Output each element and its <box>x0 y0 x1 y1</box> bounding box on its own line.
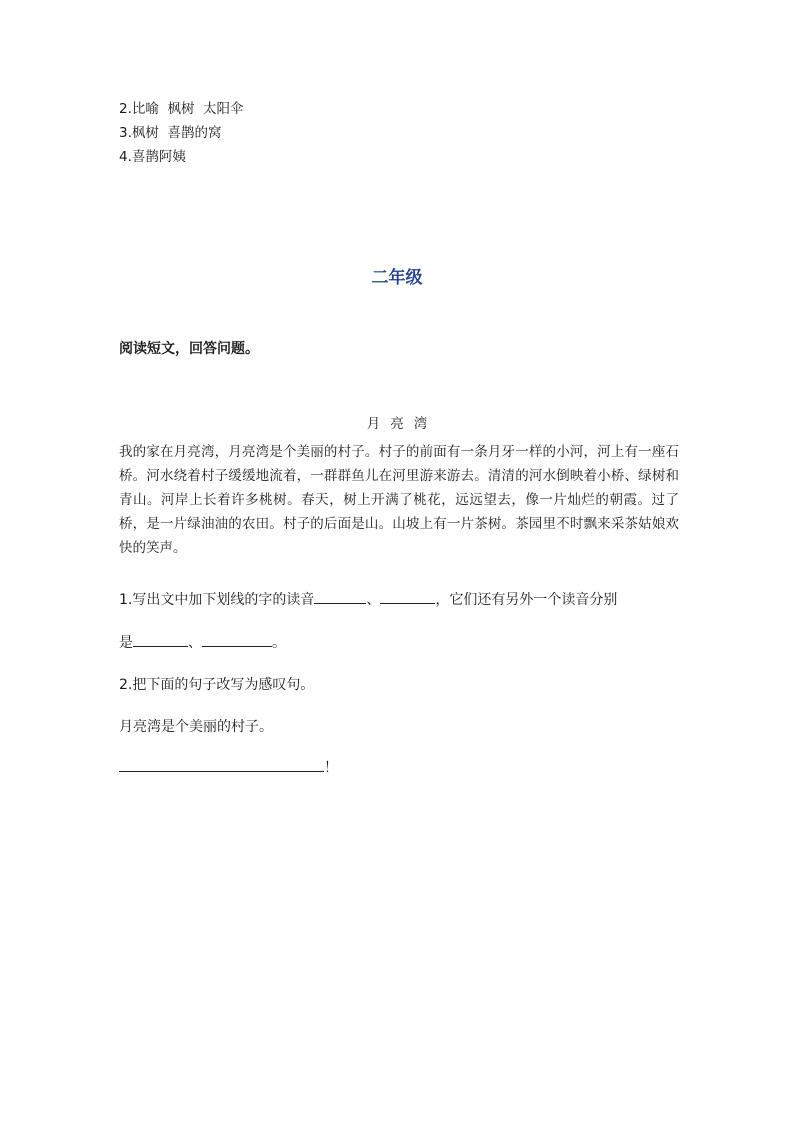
passage-body: 我的家在月亮湾，月亮湾是个美丽的村子。村子的前面有一条月牙一样的小河，河上有一座石桥。河水绕着村子缓缓地流着，一群群鱼儿在河里游来游去。清清的河水倒映着小桥、绿树和青山。河岸上长着许多桃树。春天，树上开满了桃花，远远望去，像一片灿烂的朝霞。过了桥，是一片绿油油的农田。村子的后面是山。山坡上有一片茶树。茶园里不时飘来采茶姑娘欢快的笑声。 <box>119 444 679 556</box>
question-1-line-2-start: 是 <box>119 635 133 651</box>
answer-item-4: 4.喜鹊阿姨 <box>119 149 186 165</box>
question-1-text: 1.写出文中加下划线的字的读音 <box>119 592 315 608</box>
answer-blank-3[interactable] <box>133 632 188 647</box>
exclamation-mark: ！ <box>324 760 338 776</box>
instruction-text: 阅读短文，回答问题。 <box>119 341 259 357</box>
question-2-sentence: 月亮湾是个美丽的村子。 <box>119 719 273 735</box>
question-1-text-cont: ，它们还有另外一个读音分别 <box>435 592 618 608</box>
question-1-line-2 <box>119 632 286 652</box>
answer-item-3: 3.枫树 喜鹊的窝 <box>119 125 222 141</box>
question-1-line-1 <box>119 589 617 609</box>
answer-list <box>119 97 244 169</box>
answer-blank-1[interactable] <box>314 589 366 604</box>
question-2-answer-line <box>119 757 338 777</box>
answer-blank-5[interactable] <box>119 757 324 772</box>
separator: 、 <box>366 592 381 608</box>
answer-item-2: 2.比喻 枫树 太阳伞 <box>119 101 244 117</box>
question-2-prompt: 2.把下面的句子改写为感叹句。 <box>119 677 315 693</box>
passage-title: 月亮湾 <box>366 416 438 432</box>
answer-blank-2[interactable] <box>380 589 435 604</box>
separator: 、 <box>188 635 202 651</box>
answer-blank-4[interactable] <box>202 632 272 647</box>
grade-heading: 二年级 <box>371 268 423 288</box>
question-1-end: 。 <box>272 635 286 651</box>
